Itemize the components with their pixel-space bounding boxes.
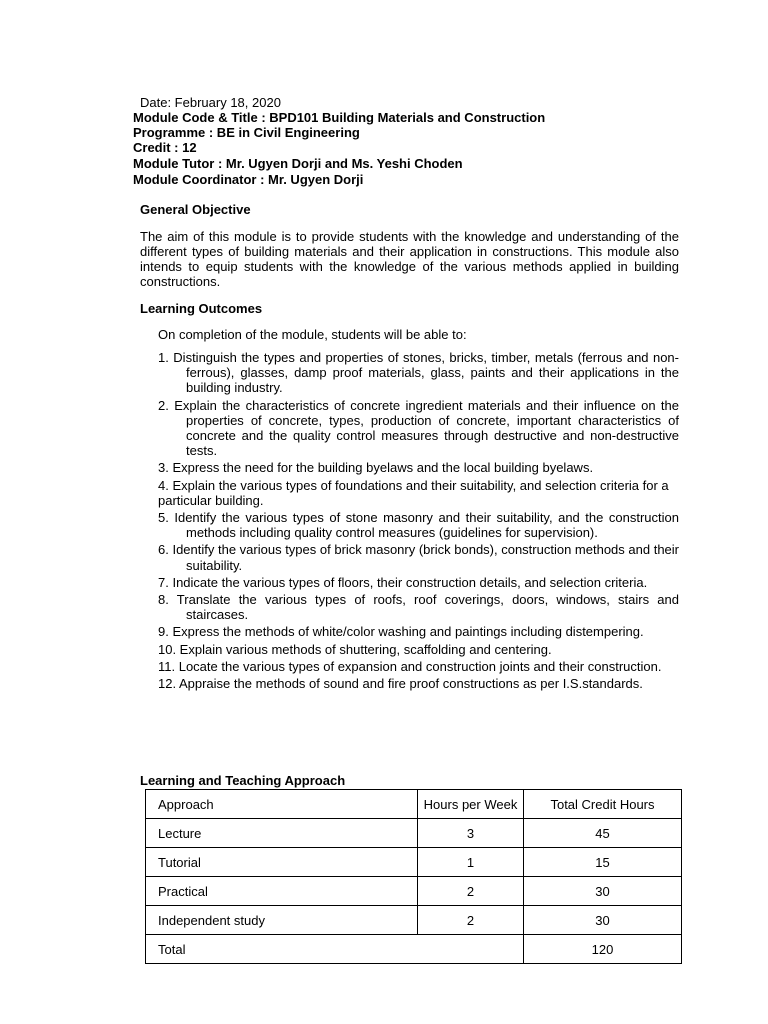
outcome-item: 8. Translate the various types of roofs, roof coverings, doors, windows, stairs and staircases. <box>158 592 679 623</box>
approach-cell: Lecture <box>146 819 418 848</box>
table-total-row <box>146 935 682 964</box>
hours-per-week-cell: 3 <box>418 819 524 848</box>
outcome-item: 1. Distinguish the types and properties of stones, bricks, timber, metals (ferrous and non-ferrous), glasses, damp proof materials, glass, paints and their applications in the building industry. <box>158 350 679 396</box>
total-credit-hours-cell: 30 <box>524 906 682 935</box>
outcome-item: 4. Explain the various types of foundations and their suitability, and selection criteria for a particular building. <box>158 477 669 508</box>
hours-per-week-cell: 1 <box>418 848 524 877</box>
column-header: Hours per Week <box>418 790 524 819</box>
approach-cell: Independent study <box>146 906 418 935</box>
module-tutor: Module Tutor : Mr. Ugyen Dorji and Ms. Yeshi Choden <box>133 156 463 171</box>
table-row <box>146 848 682 877</box>
learning-outcomes-list <box>158 350 679 693</box>
outcome-item: 10. Explain various methods of shuttering, scaffolding and centering. <box>158 641 552 657</box>
teaching-approach-table <box>145 789 682 964</box>
column-header: Approach <box>146 790 418 819</box>
approach-cell: Practical <box>146 877 418 906</box>
outcome-item: 6. Identify the various types of brick masonry (brick bonds), construction methods and their suitability. <box>158 542 679 573</box>
outcome-item: 11. Locate the various types of expansion and construction joints and their construction. <box>158 658 662 674</box>
programme: Programme : BE in Civil Engineering <box>133 125 360 140</box>
approach-cell: Tutorial <box>146 848 418 877</box>
hours-per-week-cell: 2 <box>418 906 524 935</box>
total-value-cell: 120 <box>524 935 682 964</box>
outcome-item: 2. Explain the characteristics of concrete ingredient materials and their influence on the properties of concrete, types, production of concrete, important characteristics of concrete and the quality control measures through destructive and non-destructive tests. <box>158 397 679 459</box>
outcome-item: 9. Express the methods of white/color washing and paintings including distempering. <box>158 624 644 640</box>
outcome-item: 5. Identify the various types of stone masonry and their suitability, and the construction methods including quality control measures (guidelines for supervision). <box>158 510 679 541</box>
teaching-approach-heading: Learning and Teaching Approach <box>140 773 346 788</box>
general-objective-text: The aim of this module is to provide students with the knowledge and understanding of the different types of building materials and their application in constructions. This module also intends to equip students with the knowledge of the various methods applied in building constructions. <box>140 229 679 289</box>
total-credit-hours-cell: 30 <box>524 877 682 906</box>
outcome-item: 3. Express the need for the building byelaws and the local building byelaws. <box>158 460 594 476</box>
module-code-title: Module Code & Title : BPD101 Building Materials and Construction <box>133 110 546 125</box>
hours-per-week-cell: 2 <box>418 877 524 906</box>
table-row <box>146 819 682 848</box>
credit: Credit : 12 <box>133 140 197 155</box>
total-label-cell: Total <box>146 935 524 964</box>
document-date: Date: February 18, 2020 <box>140 95 281 110</box>
table-row <box>146 877 682 906</box>
general-objective-heading: General Objective <box>140 202 251 217</box>
learning-outcomes-heading: Learning Outcomes <box>140 301 263 316</box>
learning-outcomes-intro: On completion of the module, students will be able to: <box>158 327 467 342</box>
total-credit-hours-cell: 15 <box>524 848 682 877</box>
module-coordinator: Module Coordinator : Mr. Ugyen Dorji <box>133 172 364 187</box>
column-header: Total Credit Hours <box>524 790 682 819</box>
table-row <box>146 906 682 935</box>
table-header-row <box>146 790 682 819</box>
outcome-item: 7. Indicate the various types of floors, their construction details, and selection criteria. <box>158 574 648 590</box>
outcome-item: 12. Appraise the methods of sound and fire proof constructions as per I.S.standards. <box>158 676 643 692</box>
total-credit-hours-cell: 45 <box>524 819 682 848</box>
